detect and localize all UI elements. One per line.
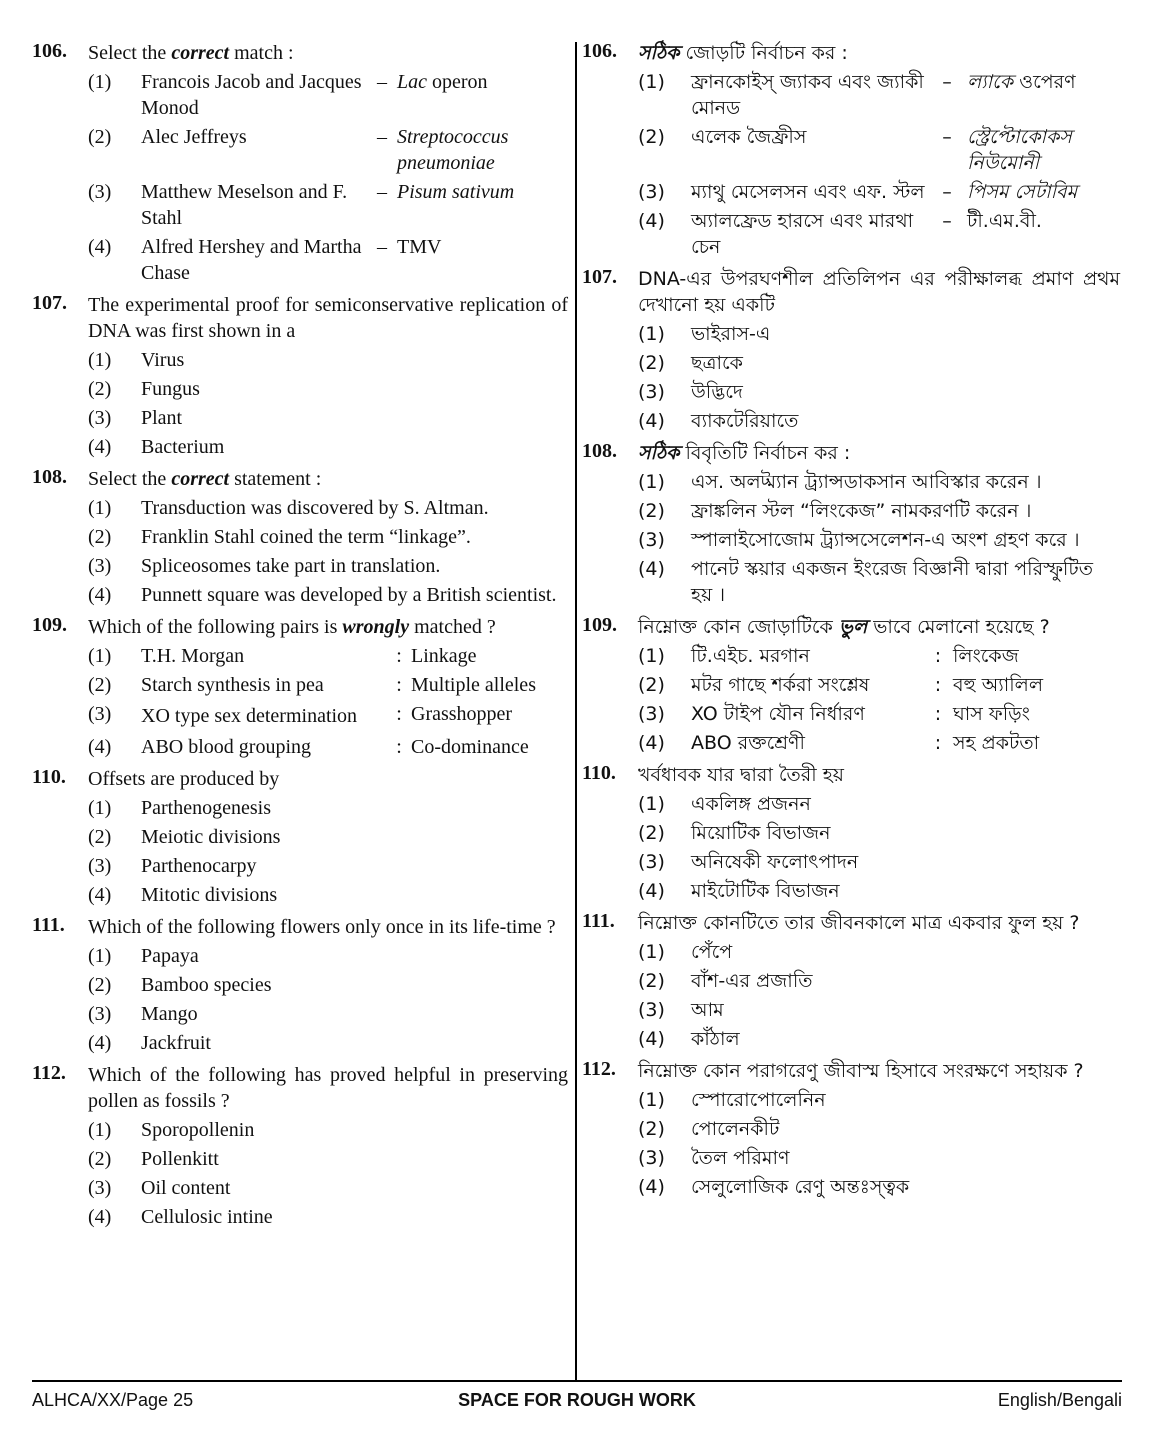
option: (4) ব্যাকটেরিয়াতে bbox=[638, 410, 799, 432]
question-stem: Which of the following has proved helpful in preserving pollen as fossils ? bbox=[88, 1064, 568, 1112]
option: (3) Spliceosomes take part in translation. bbox=[88, 555, 441, 577]
question-111: 111. Which of the following flowers only once in its life-time ? (1) Papaya (2) Bamboo species (3) Mango (4) Jackfruit bbox=[32, 914, 568, 1056]
option: (4) মাইটোটিক বিভাজন bbox=[638, 880, 840, 902]
option: (2) Bamboo species bbox=[88, 974, 272, 996]
question-106 bbox=[32, 40, 568, 286]
option: (4) Bacterium bbox=[88, 436, 225, 458]
language-label: English/Bengali bbox=[997, 1390, 1122, 1410]
option: (1) এস. অলট্ম্যান ট্র্যান্সডাকসান আবিস্কার করেন । bbox=[638, 471, 1042, 493]
option: (3) আম bbox=[638, 999, 724, 1021]
question-109: 109. Which of the following pairs is wrongly matched ? (1) T.H. Morgan : Linkage (2) Starch synthesis in pea : Multiple alleles (3) XO type sex determination : Grasshopper (4) ABO blood grouping : Co-dominance bbox=[32, 614, 568, 760]
option: (1) স্পোরোপোলেনিন bbox=[638, 1089, 826, 1111]
question-stem: নিম্নোক্ত কোন জোড়াটিকে ভুল ভাবে মেলানো হয়েছে ? bbox=[638, 616, 1050, 638]
page-footer bbox=[32, 1390, 1122, 1414]
option: (4) অ্যালফ্রেড হারসে এবং মারথা চেন – টী.এম.বী. bbox=[638, 210, 1042, 258]
question-stem: Which of the following flowers only once in its life-time ? bbox=[88, 916, 556, 938]
english-column bbox=[32, 40, 568, 1236]
option: (1) Sporopollenin bbox=[88, 1119, 255, 1141]
option: (4) Punnett square was developed by a British scientist. bbox=[88, 584, 557, 606]
option: (3) Parthenocarpy bbox=[88, 855, 257, 877]
question-107: 107. The experimental proof for semiconservative replication of DNA was first shown in a (1) Virus (2) Fungus (3) Plant (4) Bacterium bbox=[32, 292, 568, 458]
option: (3) ম্যাথু মেসেলসন এবং এফ. স্টল – পিসম সেটাবিম bbox=[638, 181, 1078, 203]
question-110: 110. Offsets are produced by (1) Parthenogenesis (2) Meiotic divisions (3) Parthenocarpy (4) Mitotic divisions bbox=[32, 766, 568, 908]
option: (2) পোলেনকীট bbox=[638, 1118, 780, 1140]
option: (3) অনিষেকী ফলোৎপাদন bbox=[638, 851, 859, 873]
option: (1) Parthenogenesis bbox=[88, 797, 271, 819]
question-stem: Select the correct statement : bbox=[88, 468, 322, 490]
question-108: 108. Select the correct statement : (1) Transduction was discovered by S. Altman. (2) Franklin Stahl coined the term “linkage”. (3) Spliceosomes take part in translation. (4) Punnett square was developed by a British scientist. bbox=[32, 466, 568, 608]
option: (3) তৈল পরিমাণ bbox=[638, 1147, 790, 1169]
question-stem: Select the correct match : bbox=[88, 42, 294, 64]
option: (3) উদ্ভিদে bbox=[638, 381, 743, 403]
question-stem: নিম্নোক্ত কোন পরাগরেণু জীবাস্ম হিসাবে সংরক্ষণে সহায়ক ? bbox=[638, 1060, 1084, 1082]
question-109-bn: 109. নিম্নোক্ত কোন জোড়াটিকে ভুল ভাবে মেলানো হয়েছে ? (1) টি.এইচ. মরগান : লিংকেজ (2) মটর গাছে শর্করা সংশ্লেষ : বহু অ্যালিল (3) XO টাইপ যৌন নির্ধারণ : ঘাস ফড়িং (4) ABO রক্তশ্রেণী : সহ প্রকটতা bbox=[582, 614, 1120, 756]
option: (1) পেঁপে bbox=[638, 941, 733, 963]
option: (1) Virus bbox=[88, 349, 185, 371]
option: (1) একলিঙ্গ প্রজনন bbox=[638, 793, 811, 815]
question-stem: The experimental proof for semiconservative replication of DNA was first shown in a bbox=[88, 294, 568, 342]
option: (4) Mitotic divisions bbox=[88, 884, 278, 906]
question-stem: নিম্নোক্ত কোনটিতে তার জীবনকালে মাত্র একবার ফুল হয় ? bbox=[638, 912, 1080, 934]
question-stem: খর্বধাবক যার দ্বারা তৈরী হয় bbox=[638, 764, 844, 786]
question-stem: Offsets are produced by bbox=[88, 768, 280, 790]
footer-rule bbox=[32, 1380, 1122, 1382]
option: (2) মিয়োটিক বিভাজন bbox=[638, 822, 831, 844]
option: (2) মটর গাছে শর্করা সংশ্লেষ : বহু অ্যালিল bbox=[638, 674, 1043, 696]
question-stem: DNA-এর উপরঘণশীল প্রতিলিপন এর পরীক্ষালব্ধ প্রমাণ প্রথম দেখানো হয় একটি bbox=[638, 268, 1120, 316]
option: (3) Plant bbox=[88, 407, 183, 429]
option: (3) স্পালাইসোজোম ট্র্যান্সসেলেশন-এ অংশ গ্রহণ করে । bbox=[638, 529, 1080, 551]
option: (2) Fungus bbox=[88, 378, 200, 400]
option: (2) Alec Jeffreys – Streptococcus pneumoniae bbox=[88, 126, 509, 174]
option: (4) সেলুলোজিক রেণু অন্তঃস্ত্বক bbox=[638, 1176, 910, 1198]
question-number: 106. bbox=[32, 40, 67, 62]
option: (1) Francois Jacob and Jacques Monod – Lac operon bbox=[88, 71, 488, 119]
bengali-column bbox=[582, 40, 1120, 1206]
option: (4) Jackfruit bbox=[88, 1032, 211, 1054]
question-112-bn: 112. নিম্নোক্ত কোন পরাগরেণু জীবাস্ম হিসাবে সংরক্ষণে সহায়ক ? (1) স্পোরোপোলেনিন (2) পোলেনকীট (3) তৈল পরিমাণ (4) সেলুলোজিক রেণু অন্তঃস্ত্বক bbox=[582, 1058, 1120, 1200]
column-divider bbox=[575, 42, 577, 1380]
option: (2) ফ্রাঙ্কলিন স্টল “লিংকেজ” নামকরণটি করেন । bbox=[638, 500, 1032, 522]
option: (3) Mango bbox=[88, 1003, 198, 1025]
option: (4) ABO blood grouping : Co-dominance bbox=[88, 736, 529, 758]
question-108-bn: 108. সঠিক বিবৃতিটি নির্বাচন কর : (1) এস. অলট্ম্যান ট্র্যান্সডাকসান আবিস্কার করেন । (2) ফ্রাঙ্কলিন স্টল “লিংকেজ” নামকরণটি করেন । (3) স্পালাইসোজোম ট্র্যান্সসেলেশন-এ অংশ গ্রহণ করে । (4) পানেট স্কয়ার একজন ইংরেজ বিজ্ঞানী দ্বারা পরিস্ফুটিত হয় । bbox=[582, 440, 1120, 608]
option: (1) ফ্রানকোইস্ জ্যাকব এবং জ্যাকী মোনড – ল্যাকে ওপেরণ bbox=[638, 71, 1076, 119]
option: (2) বাঁশ-এর প্রজাতি bbox=[638, 970, 813, 992]
rough-work-label: SPACE FOR ROUGH WORK bbox=[458, 1390, 696, 1410]
question-111-bn: 111. নিম্নোক্ত কোনটিতে তার জীবনকালে মাত্র একবার ফুল হয় ? (1) পেঁপে (2) বাঁশ-এর প্রজাতি (3) আম (4) কাঁঠাল bbox=[582, 910, 1120, 1052]
question-112: 112. Which of the following has proved helpful in preserving pollen as fossils ? (1) Sporopollenin (2) Pollenkitt (3) Oil content (4) Cellulosic intine bbox=[32, 1062, 568, 1228]
option: (2) Meiotic divisions bbox=[88, 826, 281, 848]
option: (4) পানেট স্কয়ার একজন ইংরেজ বিজ্ঞানী দ্বারা পরিস্ফুটিত হয় । bbox=[638, 558, 1093, 606]
option: (4) ABO রক্তশ্রেণী : সহ প্রকটতা bbox=[638, 732, 1040, 754]
option: (1) টি.এইচ. মরগান : লিংকেজ bbox=[638, 645, 1019, 667]
question-stem: সঠিক জোড়টি নির্বাচন কর : bbox=[638, 42, 848, 64]
option: (4) কাঁঠাল bbox=[638, 1028, 740, 1050]
question-106-bn: 106. সঠিক জোড়টি নির্বাচন কর : (1) ফ্রানকোইস্ জ্যাকব এবং জ্যাকী মোনড – ল্যাকে ওপেরণ (2) এলেক জৈফ্রীস – স্ট্রেপ্টোকোকস নিউমোনী (3) ম্যাথু মেসেলসন এবং এফ. স্টল – পিসম সেটাবিম (4) অ্যালফ্রেড হারসে এবং মারথা চেন – টী.এম.বী. bbox=[582, 40, 1120, 260]
option: (2) ছত্রাকে bbox=[638, 352, 743, 374]
option: (4) Cellulosic intine bbox=[88, 1206, 273, 1228]
option: (4) Alfred Hershey and Martha Chase – TMV bbox=[88, 236, 442, 284]
option: (1) Papaya bbox=[88, 945, 199, 967]
question-107-bn: 107. DNA-এর উপরঘণশীল প্রতিলিপন এর পরীক্ষালব্ধ প্রমাণ প্রথম দেখানো হয় একটি (1) ভাইরাস-এ (2) ছত্রাকে (3) উদ্ভিদে (4) ব্যাকটেরিয়াতে bbox=[582, 266, 1120, 432]
option: (3) XO টাইপ যৌন নির্ধারণ : ঘাস ফড়িং bbox=[638, 703, 1030, 725]
option: (3) XO type sex determination : Grasshopper bbox=[88, 703, 513, 727]
page-code: ALHCA/XX/Page 25 bbox=[32, 1390, 194, 1410]
option: (2) Pollenkitt bbox=[88, 1148, 219, 1170]
question-stem: সঠিক বিবৃতিটি নির্বাচন কর : bbox=[638, 442, 851, 464]
option: (1) Transduction was discovered by S. Altman. bbox=[88, 497, 489, 519]
option: (2) Franklin Stahl coined the term “linkage”. bbox=[88, 526, 471, 548]
question-stem: Which of the following pairs is wrongly matched ? bbox=[88, 616, 496, 638]
option: (3) Oil content bbox=[88, 1177, 231, 1199]
option: (3) Matthew Meselson and F. Stahl – Pisum sativum bbox=[88, 181, 515, 229]
question-110-bn: 110. খর্বধাবক যার দ্বারা তৈরী হয় (1) একলিঙ্গ প্রজনন (2) মিয়োটিক বিভাজন (3) অনিষেকী ফলোৎপাদন (4) মাইটোটিক বিভাজন bbox=[582, 762, 1120, 904]
option: (1) ভাইরাস-এ bbox=[638, 323, 771, 345]
option: (1) T.H. Morgan : Linkage bbox=[88, 645, 477, 667]
option: (2) Starch synthesis in pea : Multiple alleles bbox=[88, 674, 536, 696]
option: (2) এলেক জৈফ্রীস – স্ট্রেপ্টোকোকস নিউমোনী bbox=[638, 126, 1072, 174]
